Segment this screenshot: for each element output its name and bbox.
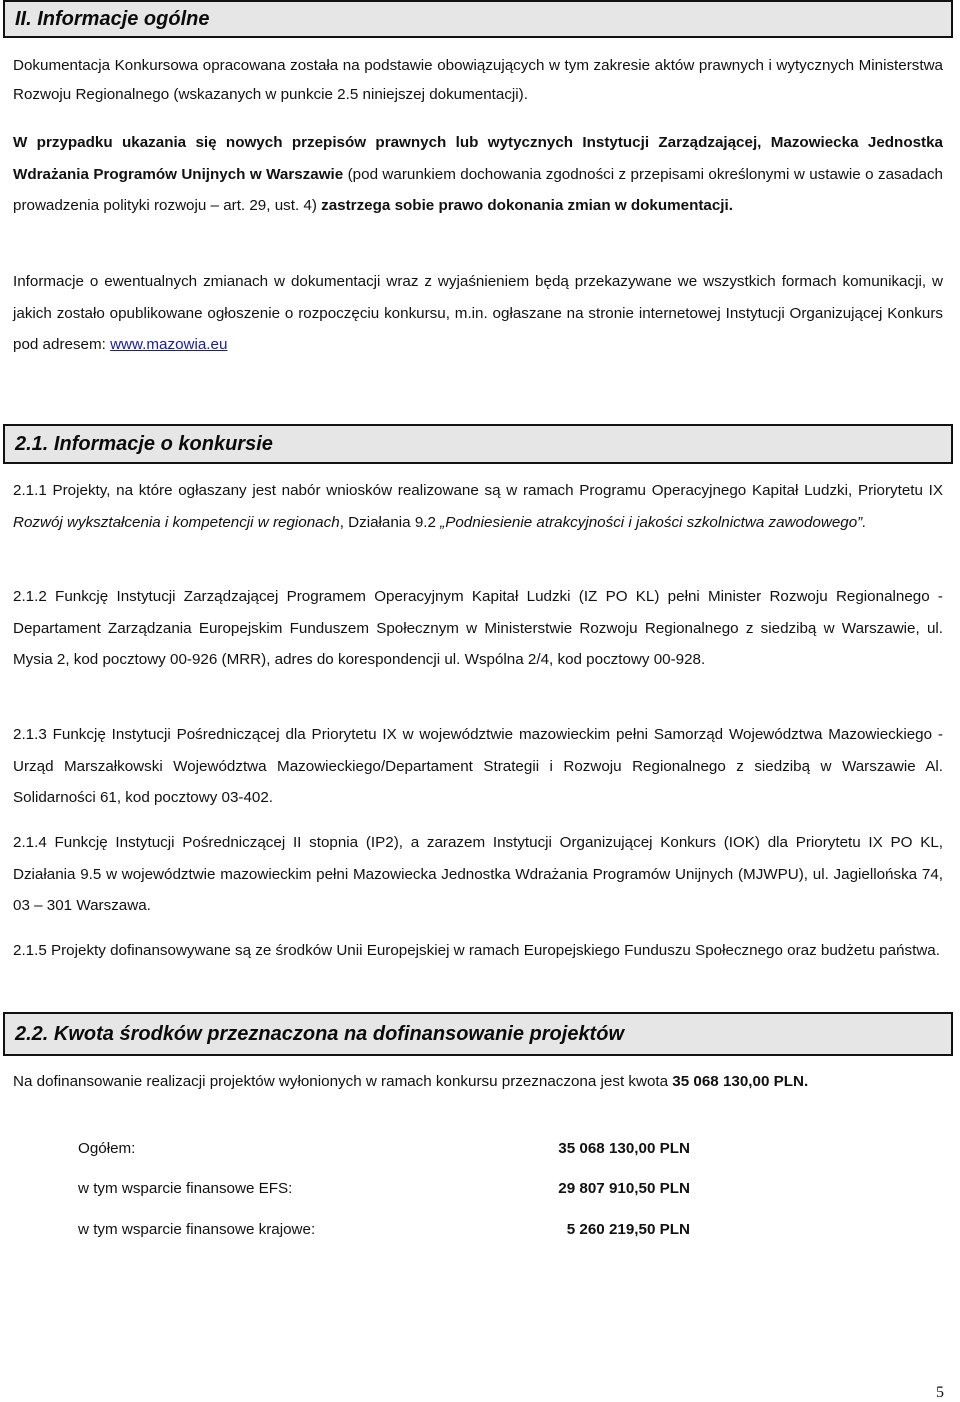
info-paragraph xyxy=(13,266,943,361)
funding-paragraph xyxy=(13,1066,943,1098)
subsection-1-heading xyxy=(3,424,953,464)
amount-value: 5 260 219,50 PLN xyxy=(566,1221,690,1238)
amount-row-efs xyxy=(78,1180,698,1204)
mazowia-link[interactable]: www.mazowia.eu xyxy=(110,336,228,353)
change-normal: (pod warunkiem dochowania zgodności z przepisami określonymi w ustawie o zasadach prowadzenia polityki rozwoju – art. 29, ust. 4) xyxy=(13,165,944,214)
change-bold-end: zastrzega sobie prawo dokonania zmian w dokumentacji. xyxy=(321,197,733,214)
amount-value: 29 807 910,50 PLN xyxy=(558,1180,690,1197)
section-heading xyxy=(3,0,953,38)
amount-label: w tym wsparcie finansowe EFS: xyxy=(78,1180,293,1197)
paragraph-2-1-1 xyxy=(13,475,943,538)
subsection-2-title: 2.2. Kwota środków przeznaczona na dofinansowanie projektów xyxy=(15,1022,624,1045)
funding-text: Na dofinansowanie realizacji projektów wyłonionych w ramach konkursu przeznaczona jest kwota xyxy=(13,1073,673,1090)
subsection-1-title: 2.1. Informacje o konkursie xyxy=(15,432,273,455)
paragraph-2-1-3: 2.1.3 Funkcję Instytucji Pośredniczącej dla Priorytetu IX w województwie mazowieckim pełni Samorząd Województwa Mazowieckiego - Urząd Marszałkowski Województwa Mazowieckiego/Departament Strategii i Rozwoju Regionalnego z siedzibą w Warszawie Al. Solidarności 61, kod pocztowy 03-402. xyxy=(13,726,943,806)
intro-paragraph: Dokumentacja Konkursowa opracowana została na podstawie obowiązujących w tym zakresie aktów prawnych i wytycznych Ministerstwa Rozwoju Regionalnego (wskazanych w punkcie 2.5 niniejszej dokumentacji). xyxy=(13,57,943,103)
p211-text-d: „Podniesienie atrakcyjności i jakości szkolnictwa zawodowego”. xyxy=(440,513,867,531)
amount-value: 35 068 130,00 PLN xyxy=(558,1140,690,1157)
p211-text-a: 2.1.1 Projekty, na które ogłaszany jest nabór wniosków realizowane są w ramach Programu Operacyjnego Kapitał Ludzki, Priorytetu IX xyxy=(13,482,943,499)
paragraph-2-1-5: 2.1.5 Projekty dofinansowywane są ze środków Unii Europejskiej w ramach Europejskiego Funduszu Społecznego oraz budżetu państwa. xyxy=(13,942,940,959)
p211-text-b: Rozwój wykształcenia i kompetencji w regionach xyxy=(13,513,340,531)
section-title: II. Informacje ogólne xyxy=(15,7,210,30)
change-bold-start: W przypadku ukazania się nowych przepisów prawnych lub wytycznych Instytucji Zarządzającej, Mazowiecka Jednostka Wdrażania Programów Unijnych w Warszawie xyxy=(13,134,943,183)
p211-text-c: , Działania 9.2 xyxy=(339,513,441,531)
funding-amount: 35 068 130,00 PLN. xyxy=(672,1073,809,1090)
change-paragraph xyxy=(13,127,943,222)
amount-row-national xyxy=(78,1221,698,1245)
paragraph-2-1-4: 2.1.4 Funkcję Instytucji Pośredniczącej II stopnia (IP2), a zarazem Instytucji Organizującej Konkurs (IOK) dla Priorytetu IX PO KL, Działania 9.5 w województwie mazowieckim pełni Mazowiecka Jednostka Wdrażania Programów Unijnych (MJWPU), ul. Jagiellońska 74, 03 – 301 Warszawa. xyxy=(13,834,943,914)
subsection-2-heading xyxy=(3,1012,953,1056)
page-number: 5 xyxy=(936,1384,944,1401)
amount-label: Ogółem: xyxy=(78,1140,136,1157)
amount-row-total xyxy=(78,1140,698,1164)
paragraph-2-1-2: 2.1.2 Funkcję Instytucji Zarządzającej Programem Operacyjnym Kapitał Ludzki (IZ PO KL) pełni Minister Rozwoju Regionalnego - Departament Zarządzania Europejskim Funduszem Społecznym w Ministerstwie Rozwoju Regionalnego z siedzibą w Warszawie, ul. Mysia 2, kod pocztowy 00-926 (MRR), adres do korespondencji ul. Wspólna 2/4, kod pocztowy 00-928. xyxy=(13,588,943,668)
amount-label: w tym wsparcie finansowe krajowe: xyxy=(78,1221,316,1238)
info-text: Informacje o ewentualnych zmianach w dokumentacji wraz z wyjaśnieniem będą przekazywane we wszystkich formach komunikacji, w jakich zostało opublikowane ogłoszenie o rozpoczęciu konkursu, m.in. ogłaszane na stronie internetowej Instytucji Organizującej Konkurs pod adresem: xyxy=(13,273,943,353)
